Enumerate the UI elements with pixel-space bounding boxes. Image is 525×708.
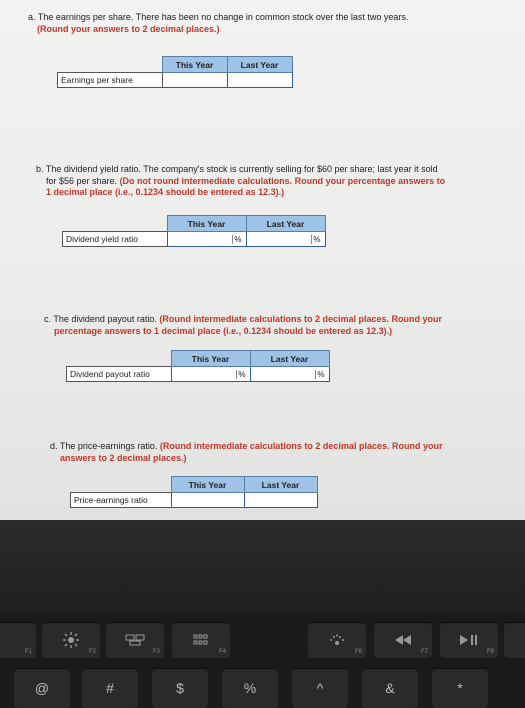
f2-brightness-up-key[interactable]: F2 [42, 622, 100, 658]
part-a-note: (Round your answers to 2 decimal places.) [37, 23, 220, 34]
number-key-row [0, 668, 525, 708]
caret-key[interactable]: ^ [292, 668, 348, 708]
part-a-question [28, 12, 508, 35]
laptop-bezel [0, 520, 525, 615]
f4-launchpad-key[interactable]: F4 [172, 622, 230, 658]
eps-this-year-input[interactable] [162, 73, 227, 88]
f6-keyboard-light-key[interactable]: F6 [308, 622, 366, 658]
part-b-line3-note: 1 decimal place (i.e., 0.1234 should be entered as 12.3).) [46, 187, 285, 197]
dollar-key[interactable]: $ [152, 668, 208, 708]
percent-key[interactable]: % [222, 668, 278, 708]
ampersand-key[interactable]: & [362, 668, 418, 708]
price-earnings-label: Price-earnings ratio [71, 493, 172, 508]
asterisk-key[interactable]: * [432, 668, 488, 708]
part-d-line2-note: answers to 2 decimal places.) [60, 452, 187, 463]
part-d-question [50, 441, 510, 464]
part-b-line2-plain: for $56 per share. [46, 175, 118, 186]
dividend-payout-table [66, 350, 330, 382]
part-c-question [44, 314, 509, 337]
brightness-up-icon [63, 632, 79, 648]
header-this-year: This Year [167, 216, 246, 232]
f3-mission-control-key[interactable]: F3 [106, 622, 164, 658]
part-b-line1: b. The dividend yield ratio. The company's stock is currently selling for $60 per share; last year it sold [36, 164, 438, 174]
eps-last-year-input[interactable] [227, 73, 292, 88]
header-last-year: Last Year [250, 351, 329, 367]
part-b-question [36, 164, 506, 199]
f8-play-pause-key[interactable]: F8 [440, 622, 498, 658]
function-key-row [0, 622, 525, 662]
header-last-year: Last Year [246, 216, 325, 232]
hash-key[interactable]: # [82, 668, 138, 708]
header-last-year: Last Year [227, 57, 292, 73]
percent-sign: % [313, 234, 321, 244]
f1-key[interactable]: F1 [0, 622, 36, 658]
earnings-per-share-table [57, 56, 293, 88]
part-c-line1-note: (Round intermediate calculations to 2 decimal places. Round your [159, 314, 442, 324]
f9-key[interactable] [504, 622, 525, 658]
play-pause-icon [460, 635, 478, 645]
part-b-line2-note: (Do not round intermediate calculations. Round your percentage answers to [119, 175, 446, 186]
dividend-payout-last-year-input[interactable] [250, 367, 329, 382]
part-d-line1-note: (Round intermediate calculations to 2 decimal places. Round your [159, 441, 443, 451]
pe-last-year-input[interactable] [244, 493, 317, 508]
f7-rewind-key[interactable]: F7 [374, 622, 432, 658]
part-a-title: a. The earnings per share. There has been no change in common stock over the last two years. [28, 12, 409, 22]
part-c-line2-note: percentage answers to 1 decimal place (i.e., 0.1234 should be entered as 12.3).) [54, 325, 393, 336]
mission-control-icon [125, 634, 145, 646]
part-d-line1-plain: d. The price-earnings ratio. [50, 441, 158, 451]
percent-sign: % [317, 369, 325, 379]
dividend-yield-this-year-input[interactable] [167, 232, 246, 247]
rewind-icon [395, 635, 411, 645]
launchpad-icon [193, 634, 209, 646]
dividend-yield-label: Dividend yield ratio [63, 232, 168, 247]
pe-this-year-input[interactable] [171, 493, 244, 508]
header-this-year: This Year [171, 477, 244, 493]
part-c-line1-plain: c. The dividend payout ratio. [44, 314, 157, 324]
at-key[interactable]: @ [14, 668, 70, 708]
dividend-payout-label: Dividend payout ratio [67, 367, 172, 382]
header-this-year: This Year [171, 351, 250, 367]
dividend-payout-this-year-input[interactable] [171, 367, 250, 382]
dividend-yield-table [62, 215, 326, 247]
header-this-year: This Year [162, 57, 227, 73]
keyboard-backlight-icon [328, 634, 346, 646]
price-earnings-table [70, 476, 318, 508]
percent-sign: % [238, 369, 246, 379]
percent-sign: % [234, 234, 242, 244]
header-last-year: Last Year [244, 477, 317, 493]
dividend-yield-last-year-input[interactable] [246, 232, 325, 247]
earnings-per-share-label: Earnings per share [58, 73, 163, 88]
